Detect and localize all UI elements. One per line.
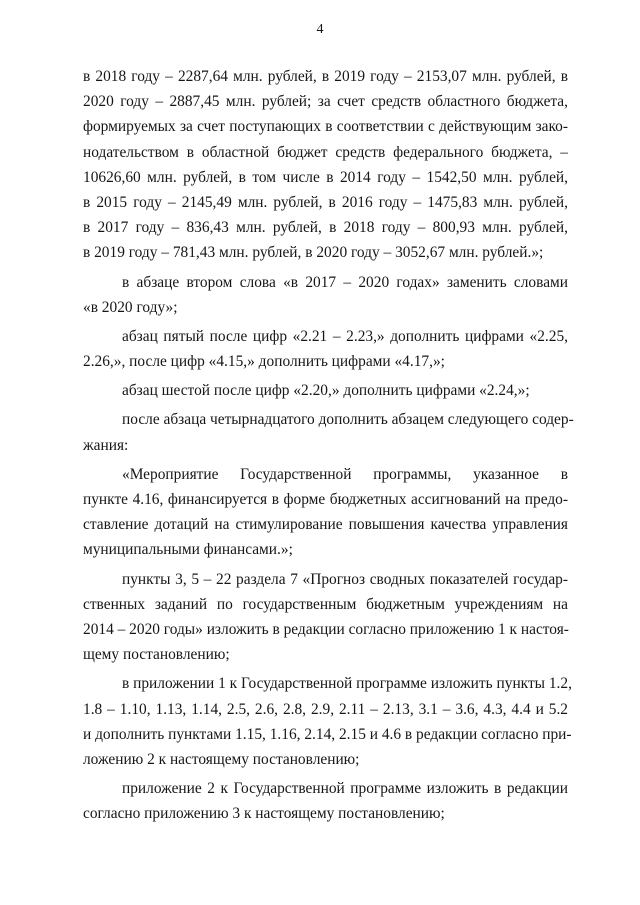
- text-line: в 2017 году – 836,43 млн. рублей, в 2018 году – 800,93 млн. рублей,: [83, 219, 568, 237]
- document-body: [83, 64, 574, 826]
- text-line: и дополнить пунктами 1.15, 1.16, 2.14, 2.15 и 4.6 в редакции согласно при-: [83, 725, 572, 743]
- text-line: «в 2020 году»;: [83, 298, 178, 316]
- text-line: пункты 3, 5 – 22 раздела 7 «Прогноз сводных показателей государ-: [122, 570, 568, 588]
- text-line: 10626,60 млн. рублей, в том числе в 2014 году – 1542,50 млн. рублей,: [83, 168, 568, 186]
- paragraph-second-abzac: [83, 270, 568, 320]
- text-line: формируемых за счет поступающих в соответствии с действующим зако-: [83, 118, 568, 136]
- paragraph-fifth-abzac: [83, 324, 568, 374]
- text-line: 2020 году – 2887,45 млн. рублей; за счет средств областного бюджета,: [83, 93, 568, 111]
- text-line: в абзаце втором слова «в 2017 – 2020 годах» заменить словами: [122, 273, 568, 291]
- paragraph-appendix-two: [83, 776, 568, 826]
- text-line: ложению 2 к настоящему постановлению;: [83, 750, 360, 768]
- text-line: абзац шестой после цифр «2.20,» дополнить цифрами «2.24,»;: [122, 382, 530, 400]
- text-line: 1.8 – 1.10, 1.13, 1.14, 2.5, 2.6, 2.8, 2.9, 2.11 – 2.13, 3.1 – 3.6, 4.3, 4.4 и 5.2: [83, 700, 568, 718]
- text-line: нодательством в областной бюджет средств федерального бюджета, –: [83, 143, 568, 161]
- text-line: в 2019 году – 781,43 млн. рублей, в 2020 году – 3052,67 млн. рублей.»;: [83, 244, 544, 262]
- text-line: 2.26,», после цифр «4.15,» дополнить цифрами «4.17,»;: [83, 353, 445, 371]
- paragraph-quoted-measure: [83, 462, 568, 563]
- text-line: в приложении 1 к Государственной программе изложить пункты 1.2,: [122, 675, 572, 693]
- paragraph-after-fourteenth: [83, 407, 574, 457]
- text-line: в 2018 году – 2287,64 млн. рублей, в 2019 году – 2153,07 млн. рублей, в: [83, 68, 568, 85]
- text-line: ственных заданий по государственным бюджетным учреждениям на: [83, 595, 568, 613]
- text-line: муниципальными финансами.»;: [83, 541, 293, 559]
- text-line: 2014 – 2020 годы» изложить в редакции согласно приложению 1 к настоя-: [83, 620, 569, 638]
- text-line: «Мероприятие Государственной программы, указанное в: [122, 465, 568, 483]
- paragraph-appendix-one: [83, 671, 572, 772]
- paragraph-section-seven: [83, 567, 568, 668]
- text-line: жания:: [83, 436, 129, 454]
- paragraph-budget-amounts: [83, 64, 568, 266]
- text-line: в 2015 году – 2145,49 млн. рублей, в 2016 году – 1475,83 млн. рублей,: [83, 193, 568, 211]
- text-line: ставление дотаций на стимулирование повышения качества управления: [83, 516, 568, 534]
- page-number: 4: [316, 22, 324, 37]
- text-line: приложение 2 к Государственной программе изложить в редакции: [122, 780, 568, 798]
- paragraph-sixth-abzac: [83, 378, 568, 403]
- text-line: абзац пятый после цифр «2.21 – 2.23,» дополнить цифрами «2.25,: [122, 327, 568, 345]
- text-line: после абзаца четырнадцатого дополнить абзацем следующего содер-: [122, 411, 574, 429]
- text-line: согласно приложению 3 к настоящему постановлению;: [83, 805, 445, 823]
- text-line: щему постановлению;: [83, 646, 230, 664]
- text-line: пункте 4.16, финансируется в форме бюджетных ассигнований на предо-: [83, 491, 568, 508]
